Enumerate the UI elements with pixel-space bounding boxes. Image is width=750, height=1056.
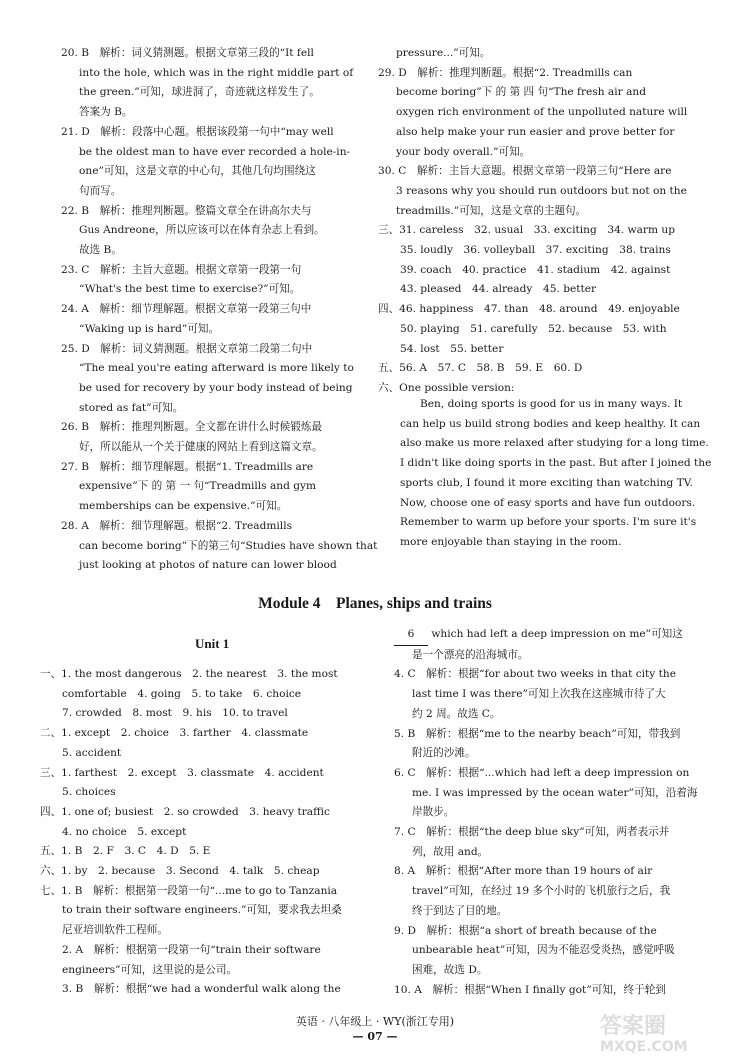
- essay-line: Ben, doing sports is good for us in many ways. It: [420, 398, 683, 410]
- page-number: — 07 —: [352, 1030, 398, 1043]
- answer-line: 6. C 解析：根据“...which had left a deep impression on: [394, 766, 690, 779]
- answer-line: engineers”可知，这里说的是公司。: [62, 963, 238, 976]
- answer-item: 21. D 解析：段落中心题。根据该段第一句中“may well: [61, 125, 334, 138]
- answer-item: 29. D 解析：推理判断题。根据“2. Treadmills can: [378, 66, 633, 79]
- answer-line: 终于到达了目的地。: [412, 904, 508, 917]
- answer-line: 五、1. B 2. F 3. C 4. D 5. E: [40, 845, 211, 858]
- answer-item: 25. D 解析：词义猜测题。根据文章第二段第二句中: [61, 342, 313, 355]
- answer-line: become boring”下 的 第 四 句“The fresh air and: [396, 86, 646, 99]
- answer-line: 54. lost 55. better: [400, 342, 504, 355]
- answer-item: 四、46. happiness 47. than 48. around 49. enjoyable: [378, 303, 680, 316]
- answer-line: 35. loudly 36. volleyball 37. exciting 38. trains: [400, 244, 671, 257]
- answer-line: also help make your run easier and prove better for: [396, 125, 675, 138]
- answer-line: me. I was impressed by the ocean water”可知，沿着海: [412, 786, 698, 799]
- answer-line: memberships can be expensive.”可知。: [79, 500, 288, 513]
- answer-line: 6 which had left a deep impression on me”可知这: [394, 625, 704, 646]
- left-top-column: [61, 44, 378, 576]
- answer-line: 是一个漂亮的沿海城市。: [412, 648, 529, 661]
- answer-item: 23. C 解析：主旨大意题。根据文章第一段第一句: [61, 263, 302, 276]
- right-bottom-column: [394, 625, 704, 1000]
- essay-line: more enjoyable than staying in the room.: [400, 535, 622, 548]
- answer-line: 7. C 解析：根据“the deep blue sky”可知，两者表示并: [394, 826, 670, 839]
- answer-line: one”可知，这是文章的中心句，其他几句均围绕这: [79, 165, 316, 178]
- answer-line: into the hole, which was in the right middle part of: [79, 66, 354, 79]
- essay-line: also make us more relaxed after studying for a long time.: [400, 437, 709, 450]
- answer-line: your body overall.”可知。: [396, 145, 531, 158]
- answer-line: treadmills.”可知，这是文章的主题句。: [396, 204, 587, 217]
- left-bottom-column: [40, 665, 370, 1000]
- answer-line: 故选 B。: [79, 244, 122, 257]
- answer-line: 一、1. the most dangerous 2. the nearest 3. the most: [40, 668, 338, 680]
- answer-line: to train their software engineers.”可知，要求我去坦桑: [62, 904, 342, 917]
- answer-line: 4. C 解析：根据“for about two weeks in that city the: [394, 668, 676, 681]
- answer-item: 三、31. careless 32. usual 33. exciting 34. warm up: [378, 224, 676, 237]
- answer-line: 50. playing 51. carefully 52. because 53. with: [400, 322, 667, 335]
- answer-line: 9. D 解析：根据“a short of breath because of the: [394, 924, 657, 937]
- answer-line: 三、1. farthest 2. except 3. classmate 4. accident: [40, 766, 324, 779]
- answer-line: 5. choices: [62, 786, 116, 799]
- blank-number: 6: [394, 625, 428, 646]
- answer-line: comfortable 4. going 5. to take 6. choice: [62, 687, 302, 700]
- answer-line: 二、1. except 2. choice 3. farther 4. classmate: [40, 727, 309, 740]
- essay-line: sports club, I found it more exciting than watching TV.: [400, 476, 693, 489]
- answer-line: Gus Andreone，所以应该可以在体育杂志上看到。: [79, 224, 325, 237]
- answer-item: 26. B 解析：推理判断题。全文都在讲什么时候锻炼最: [61, 421, 323, 434]
- answer-line: 5. accident: [62, 746, 122, 759]
- answer-line: last time I was there”可知上次我在这座城市待了大: [412, 688, 666, 701]
- essay-line: Remember to warm up before your sports. I'm sure it's: [400, 516, 697, 529]
- answer-item: 22. B 解析：推理判断题。整篇文章全在讲高尔夫与: [61, 204, 312, 217]
- answer-line: 3 reasons why you should run outdoors but not on the: [396, 184, 687, 197]
- answer-line: 六、1. by 2. because 3. Second 4. talk 5. cheap: [40, 865, 320, 878]
- module-title: Module 4 Planes, ships and trains: [258, 595, 492, 612]
- answer-line: “The meal you're eating afterward is more likely to: [79, 362, 354, 375]
- answer-line: just looking at photos of nature can lower blood: [79, 559, 337, 572]
- answer-line: stored as fat”可知。: [79, 401, 184, 414]
- answer-line: 10. A 解析：根据“When I finally got”可知，终于轮到: [394, 983, 666, 996]
- answer-line: expensive”下 的 第 一 句“Treadmills and gym: [79, 480, 317, 493]
- answer-line: 2. A 解析：根据第一段第一句“train their software: [62, 943, 321, 956]
- answer-line: 列，故用 and。: [412, 845, 489, 858]
- answer-line: 句而写。: [79, 184, 122, 197]
- answer-line: 四、1. one of; busiest 2. so crowded 3. heavy traffic: [40, 805, 330, 818]
- answer-item: 五、56. A 57. C 58. B 59. E 60. D: [378, 362, 583, 375]
- answer-line: 好，所以能从一个关于健康的网站上看到这篇文章。: [79, 441, 323, 454]
- answer-line: 7. crowded 8. most 9. his 10. to travel: [62, 707, 288, 720]
- answer-line: “Waking up is hard”可知。: [79, 322, 220, 335]
- answer-line: “What's the best time to exercise?”可知。: [79, 283, 301, 296]
- essay-line: can help us build strong bodies and keep healthy. It can: [400, 417, 701, 430]
- answer-item: pressure...”可知。: [396, 47, 491, 59]
- answer-line: 约 2 周。故选 C。: [412, 707, 501, 720]
- answer-line: 39. coach 40. practice 41. stadium 42. against: [400, 263, 671, 276]
- answer-line: be the oldest man to have ever recorded a hole-in-: [79, 145, 351, 158]
- answer-item: 30. C 解析：主旨大意题。根据文章第一段第三句“Here are: [378, 165, 672, 178]
- answer-line: 七、1. B 解析：根据第一段第一句“...me to go to Tanzania: [40, 884, 338, 897]
- page-footer: 英语 · 八年级上 · WY(浙江专用): [295, 1015, 455, 1028]
- answer-line: 岸散步。: [412, 806, 455, 819]
- answer-line: 8. A 解析：根据“After more than 19 hours of air: [394, 865, 653, 878]
- answer-line: 3. B 解析：根据“we had a wonderful walk along the: [62, 983, 341, 996]
- answer-item: 27. B 解析：细节理解题。根据“1. Treadmills are: [61, 460, 314, 473]
- answer-item: 28. A 解析：细节理解题。根据“2. Treadmills: [61, 519, 293, 532]
- answer-line: be used for recovery by your body instead of being: [79, 381, 353, 394]
- answer-line: unbearable heat”可知，因为不能忍受炎热，感觉呼吸: [412, 944, 675, 957]
- essay-line: I didn't like doing sports in the past. But after I joined the: [400, 457, 712, 470]
- essay: [400, 395, 712, 553]
- answer-line: 4. no choice 5. except: [62, 825, 187, 838]
- answer-line: 附近的沙滩。: [412, 747, 476, 760]
- unit-title: Unit 1: [195, 636, 230, 651]
- essay-line: Now, choose one of easy sports and have fun outdoors.: [400, 496, 696, 509]
- answer-line: oxygen rich environment of the unpolluted nature will: [396, 106, 688, 119]
- answer-line: 答案为 B。: [79, 106, 133, 119]
- answer-item: 24. A 解析：细节理解题。根据文章第一段第三句中: [61, 303, 312, 316]
- answer-line: 5. B 解析：根据“me to the nearby beach”可知，带我到: [394, 727, 681, 740]
- answer-item: 六、One possible version:: [378, 381, 515, 394]
- watermark-logo: 答案圈 MXQE.COM: [600, 1014, 688, 1055]
- answer-line: can become boring”下的第三句“Studies have shown that: [79, 539, 378, 552]
- answer-line: travel”可知，在经过 19 多个小时的飞机旅行之后，我: [412, 885, 671, 898]
- right-top-column: [378, 44, 703, 399]
- answer-line: 困难，故选 D。: [412, 963, 488, 976]
- answer-item: 20. B 解析：词义猜测题。根据文章第三段的“It fell: [61, 47, 314, 59]
- answer-line: the green.”可知，球进洞了，奇迹就这样发生了。: [79, 86, 320, 99]
- answer-line: 尼亚培训软件工程师。: [62, 924, 168, 937]
- answer-line: 43. pleased 44. already 45. better: [400, 283, 597, 296]
